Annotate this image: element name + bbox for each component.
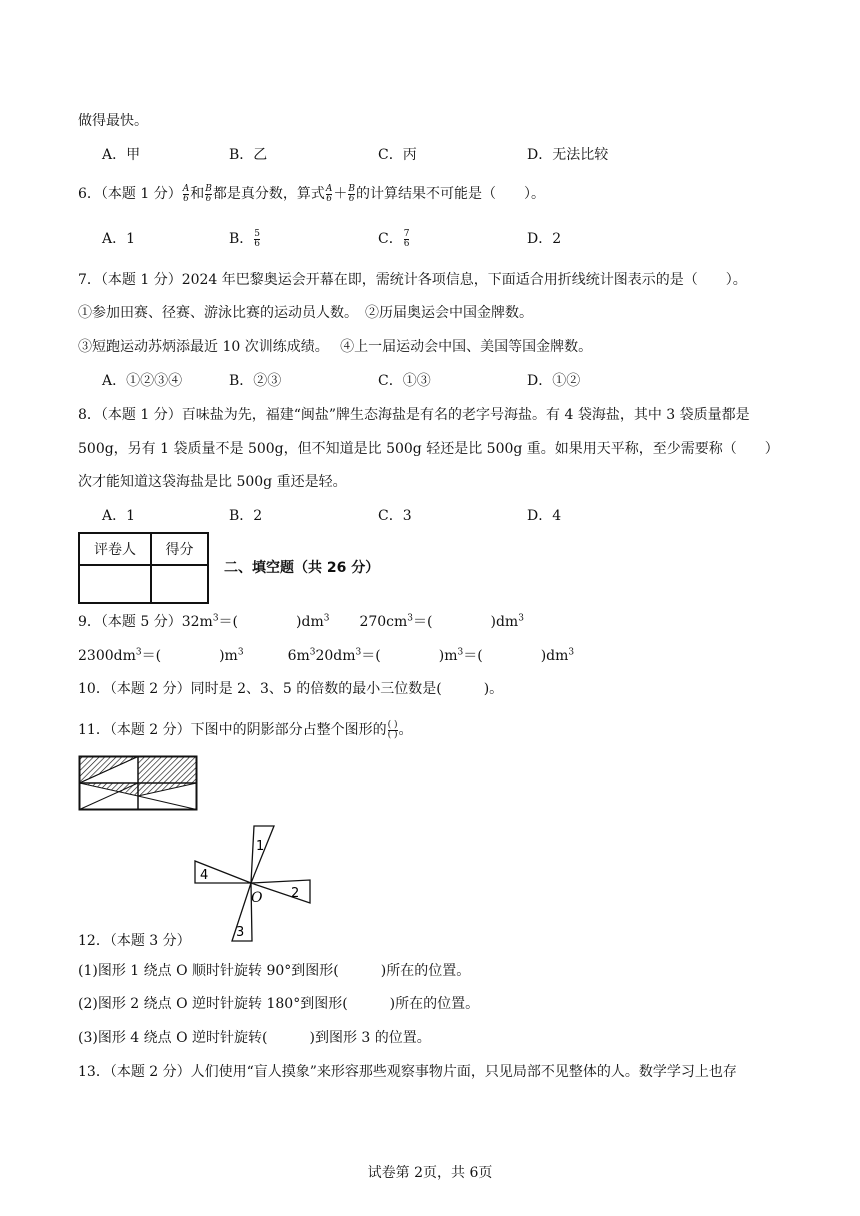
page-footer: 试卷第 2页，共 6页 bbox=[367, 1165, 493, 1181]
option-b: B． $\frac{5}{6}$ bbox=[229, 228, 261, 249]
text-line: 做得最快。 bbox=[78, 113, 148, 129]
fraction: $\frac{A}{6}$ bbox=[182, 183, 190, 204]
option-b: B．②③ bbox=[229, 373, 282, 389]
origin-label: O bbox=[251, 890, 263, 906]
shaded-rectangle-figure bbox=[78, 755, 198, 811]
grader-header: 评卷人 bbox=[79, 533, 151, 565]
fraction: $\frac{A}{6}$ bbox=[325, 183, 333, 204]
question-7: 7．（本题 1 分）2024 年巴黎奥运会开幕在即，需统计各项信息，下面适合用折线统计图表示的是（ ）。 bbox=[78, 272, 747, 288]
question-6: 6．（本题 1 分） $\frac{A}{6}$ 和 $\frac{B}{6}$ 都是真分数，算式 $\frac{A}{6}$ ＋ $\frac{B}{6}$ 的计算结果不可能是（ ）。 bbox=[78, 183, 545, 204]
fraction: $\frac{B}{6}$ bbox=[348, 183, 355, 204]
option-a: A．1 bbox=[102, 231, 136, 247]
question-9: 9．（本题 5 分）$32m^3=$( )$dm^3$ $270cm^3=$( )$dm^3$ bbox=[78, 613, 524, 630]
question-10: 10．（本题 2 分）同时是 2、3、5 的倍数的最小三位数是( )。 bbox=[78, 681, 504, 697]
question-13: 13．（本题 2 分）人们使用“盲人摸象”来形容那些观察事物片面，只见局部不见整体的人。数学学习上也存 bbox=[78, 1064, 737, 1080]
option-b: B．2 bbox=[229, 508, 263, 524]
figure-label-3: 3 bbox=[236, 925, 245, 940]
option-d: D．2 bbox=[527, 231, 562, 247]
option-d: D．4 bbox=[527, 508, 562, 524]
fraction: $\frac{B}{6}$ bbox=[205, 183, 212, 204]
question-7-item: ①参加田赛、径赛、游泳比赛的运动员人数。 ②历届奥运会中国金牌数。 bbox=[78, 305, 533, 321]
score-header: 得分 bbox=[151, 533, 208, 565]
question-12: 12．（本题 3 分） bbox=[78, 933, 191, 949]
question-8-line: 500g，另有 1 袋质量不是 500g，但不知道是比 500g 轻还是比 500g 重。如果用天平称，至少需要称（ ） bbox=[78, 441, 779, 457]
option-c: C． $\frac{7}{6}$ bbox=[378, 228, 410, 249]
section-title: 二、填空题（共 26 分） bbox=[224, 560, 380, 576]
option-c: C．丙 bbox=[378, 147, 417, 163]
option-d: D．①② bbox=[527, 373, 581, 389]
rotation-triangles-figure bbox=[190, 824, 312, 946]
option-c: C．3 bbox=[378, 508, 412, 524]
option-d: D．无法比较 bbox=[527, 147, 609, 163]
figure-label-1: 1 bbox=[256, 839, 265, 854]
fraction: $\frac{5}{6}$ bbox=[254, 228, 261, 249]
fraction: $\frac{7}{6}$ bbox=[403, 228, 410, 249]
question-12-part: (3)图形 4 绕点 O 逆时针旋转( )到图形 3 的位置。 bbox=[78, 1030, 431, 1046]
score-cell bbox=[151, 565, 208, 603]
question-7-item: ③短跑运动苏炳添最近 10 次训练成绩。 ④上一届运动会中国、美国等国金牌数。 bbox=[78, 339, 593, 355]
question-12-part: (1)图形 1 绕点 O 顺时针旋转 90°到图形( )所在的位置。 bbox=[78, 963, 471, 979]
fraction-blank: $\frac{( )}{( )}$ bbox=[387, 719, 398, 740]
option-a: A．甲 bbox=[102, 147, 141, 163]
question-9-line: $2300dm^3=$( )$m^3$ $6m^320dm^3=$( )$m^3=$( )$dm^3$ bbox=[78, 647, 575, 664]
option-a: A．1 bbox=[102, 508, 136, 524]
option-a: A．①②③④ bbox=[102, 373, 183, 389]
figure-label-2: 2 bbox=[291, 886, 300, 901]
question-8-line: 次才能知道这袋海盐是比 500g 重还是轻。 bbox=[78, 474, 347, 490]
question-8: 8．（本题 1 分）百味盐为先，福建“闽盐”牌生态海盐是有名的老字号海盐。有 4 袋海盐，其中 3 袋质量都是 bbox=[78, 407, 750, 423]
question-12-part: (2)图形 2 绕点 O 逆时针旋转 180°到图形( )所在的位置。 bbox=[78, 996, 480, 1012]
figure-label-4: 4 bbox=[200, 868, 209, 883]
option-c: C．①③ bbox=[378, 373, 431, 389]
option-b: B．乙 bbox=[229, 147, 268, 163]
grader-cell bbox=[79, 565, 151, 603]
question-11: 11．（本题 2 分）下图中的阴影部分占整个图形的 $\frac{( )}{( )}$ 。 bbox=[78, 719, 413, 740]
score-table bbox=[78, 532, 209, 604]
